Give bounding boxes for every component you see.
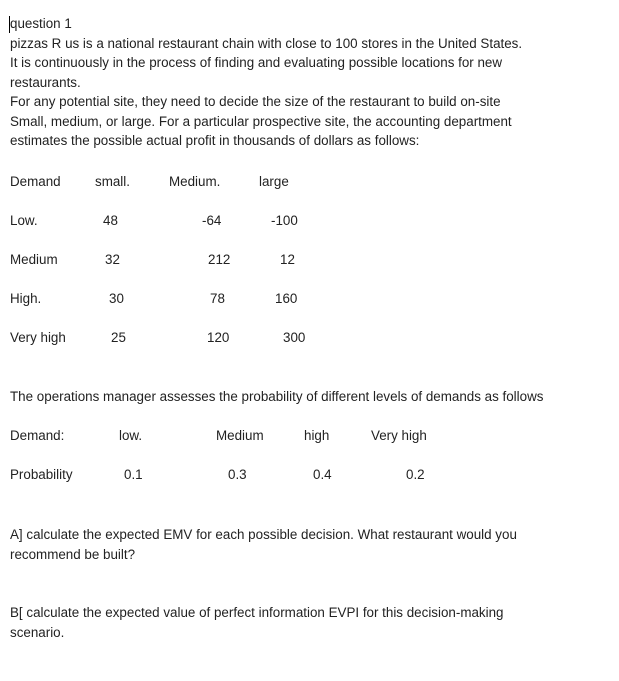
profit-cell: 160 — [275, 291, 298, 306]
probability-header-low: low. — [119, 428, 143, 443]
probability-intro: The operations manager assesses the probability of different levels of demands as follows — [10, 389, 544, 404]
profit-row-label: High. — [10, 291, 42, 306]
probability-header-medium: Medium — [216, 428, 264, 443]
probability-cell: 0.2 — [406, 467, 425, 482]
probability-header-demand: Demand: — [10, 428, 65, 443]
profit-row-label: Low. — [10, 213, 38, 228]
profit-header-medium: Medium. — [169, 174, 221, 189]
question-intro — [10, 14, 610, 151]
profit-cell: -100 — [271, 213, 298, 228]
profit-cell: 25 — [111, 330, 126, 345]
intro-line: estimates the possible actual profit in thousands of dollars as follows: — [10, 133, 420, 148]
profit-cell: 212 — [208, 252, 231, 267]
profit-header-small: small. — [95, 174, 130, 189]
profit-row-label: Very high — [10, 330, 66, 345]
profit-header-large: large — [259, 174, 289, 189]
profit-cell: 78 — [210, 291, 225, 306]
profit-cell: -64 — [202, 213, 222, 228]
question-title: question 1 — [10, 16, 72, 31]
profit-cell: 12 — [280, 252, 295, 267]
intro-line: For any potential site, they need to decide the size of the restaurant to build on-site — [10, 94, 501, 109]
profit-cell: 120 — [207, 330, 230, 345]
profit-cell: 300 — [283, 330, 306, 345]
part-a — [10, 525, 610, 564]
part-b — [10, 603, 610, 642]
probability-header-high: high — [304, 428, 330, 443]
profit-cell: 32 — [105, 252, 120, 267]
part-a-line: A] calculate the expected EMV for each possible decision. What restaurant would you — [10, 527, 517, 542]
probability-cell: 0.3 — [228, 467, 247, 482]
intro-line: pizzas R us is a national restaurant chain with close to 100 stores in the United States. — [10, 35, 523, 51]
probability-header-very-high: Very high — [371, 428, 427, 443]
part-a-line: recommend be built? — [10, 546, 136, 562]
part-b-line: B[ calculate the expected value of perfect information EVPI for this decision-making — [10, 605, 504, 620]
profit-header-demand: Demand — [10, 174, 61, 189]
intro-line: Small, medium, or large. For a particular prospective site, the accounting department — [10, 113, 512, 129]
intro-line: restaurants. — [10, 74, 81, 90]
intro-line: It is continuously in the process of finding and evaluating possible locations for new — [10, 55, 503, 70]
probability-cell: 0.1 — [124, 467, 143, 482]
part-b-line: scenario. — [10, 624, 65, 640]
profit-cell: 48 — [103, 213, 118, 228]
probability-row-label: Probability — [10, 467, 73, 482]
profit-cell: 30 — [109, 291, 124, 306]
probability-cell: 0.4 — [313, 467, 332, 482]
profit-row-label: Medium — [10, 252, 58, 267]
